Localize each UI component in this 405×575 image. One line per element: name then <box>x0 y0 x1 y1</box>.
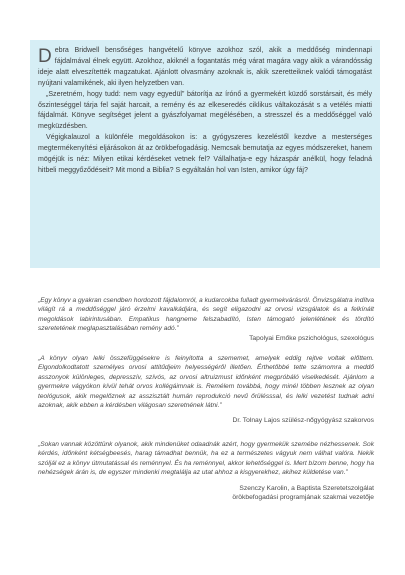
endorsement-quote-3: „Sokan vannak közöttünk olyanok, akik mindenüket odaadnák azért, hogy gyermekük szemébe nézhessenek. Sok kérdés, időnként kétségbeesés, harag támadhat bennük, ha ez a természetes vágyuk nem válhat valóra. Nekik szóljál ez a könyv útmutatással és reménnyel. És ha reménnyel, akkor lehetőséggel is. Mert bízom benne, hogy ha nehézségek árán is, de egyszer mindenki megtalálja az utat ahhoz a kisgyerekhez, akihez küldetése van.” <box>38 440 374 477</box>
drop-cap: D <box>38 46 52 67</box>
endorsement-author-1: Tapolyai Emőke pszichológus, szexológus <box>249 334 374 342</box>
blurb-paragraph-1 <box>38 46 372 90</box>
endorsements <box>38 296 374 502</box>
endorsement-author-2: Dr. Tolnay Lajos szülész-nőgyógyász szakorvos <box>232 417 374 425</box>
blurb-paragraph-2: „Szeretném, hogy tudd: nem vagy egyedül” bátorítja az írónő a gyermekért küzdő sorstársait, és mély őszinteséggel tárja fel saját harcait, a remény és az elkeseredés ciklikus váltakozását s a vetélés miatti fájdalmát. Könyve segítséget jelent a gyászfolyamat megélésében, a stresszel és a meddőséggel való megküzdésben. <box>38 90 372 131</box>
endorsement-quote-2: „A könyv olyan lelki összefüggésekre is feinyitotta a szememet, amelyek eddig rejtve voltak előttem. Elgondolkodtatott személyes orvosi attitűdjeim helyességéről illetően. Érthetőbbé tette számomra a meddő asszonyok különleges, depresszív, szívós, az orvosi altruizmust időnként megpróbáló viselkedését. Ajánlom a gyermekre vágyókon kívül tehát orvos kollégáimnak is. Remélem továbbá, hogy minél többen lesznek az olyan teológusok, akik megelőznek az asszisztált humán reprodukció nevű őrülésssal, és lelki vezetést tudnak adni azoknak, akik ebben a kérdésben világosan szeretnének látni.” <box>38 355 374 410</box>
endorsement-author-3-line-1: Szenczy Karolin, a Baptista Szeretetszolgálat <box>239 484 374 492</box>
blurb-paragraph-1-text: ebra Bridwell bensőséges hangvételű könyve azokhoz szól, akik a meddőség mindennapi fájdalmával élnek együtt. Azokhoz, akiknél a fogantatás még várat magára vagy akik a várandósság ideje alatt elveszítették magzatukat. Ajánlott olvasmány azoknak is, akik szeretteiknek valódi támogatást nyújtani valamikének, aki ilyen helyzetben van. <box>38 47 372 87</box>
blurb-paragraph-3: Végigkalauzol a különféle megoldásokon is: a gyógyszeres kezeléstől kezdve a mesterséges megtermékenyítési eljárásokon át az örökbefogadásig. Nemcsak bemutatja az egyes módszereket, hanem mögéjük is néz: Milyen etikai kérdéseket vetnek fel? Vállalhatja-e egy házaspár anélkül, hogy feladná hitbeli meggyőződéseit? Mit mond a Biblia? S egyáltalán hol van Isten, amikor úgy fáj? <box>38 134 372 174</box>
endorsement-quote-1: „Egy könyv a gyakran csendben hordozott fájdalomról, a kudarcokba fulladt gyermekvárásról. Önvizsgálatra indítva világít rá a meddőséggel járó érzelmi kavalkádjára, és segít eligazodni az orvosi vizsgálatok és a felkínált megoldások labirintusában. Empatikus hangneme felszabadító, Isten támogató jelenlétének és tördító szeretetének meglapasztalásában remény adó.” <box>38 297 374 333</box>
endorsement-author-3-line-2: örökbefogadási programjának szakmai vezetője <box>232 493 374 501</box>
book-blurb <box>30 40 380 268</box>
